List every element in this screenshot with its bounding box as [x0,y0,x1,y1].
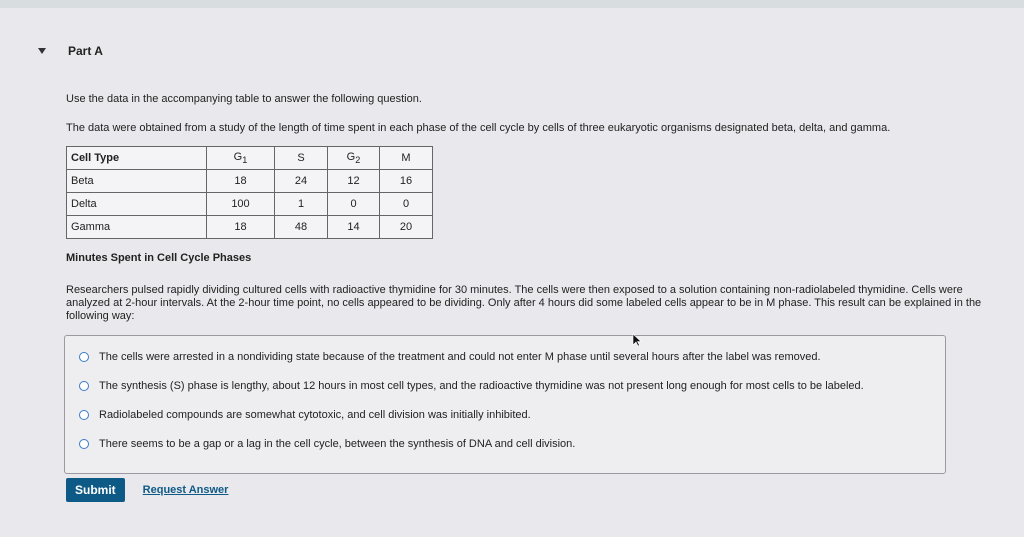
header-g1 [207,147,275,170]
scenario-text: Researchers pulsed rapidly dividing cultured cells with radioactive thymidine for 30 minutes. The cells were then exposed to a solution containing non-radiolabeled thymidine. Cells were analyzed at 2-hour intervals. At the 2-hour time point, no cells appeared to be dividing. Only after 4 hours did some labeled cells appear to be in M phase. This result can be explained in the following way: [66,284,982,322]
header-m: M [380,147,433,170]
table-cell: 16 [380,170,433,193]
table-cell: 14 [328,216,380,239]
mouse-cursor-icon [632,333,642,347]
header-g1-label: G [233,150,243,163]
choice-label: Radiolabeled compounds are somewhat cytotoxic, and cell division was initially inhibited. [99,409,531,421]
request-answer-link[interactable]: Request Answer [142,484,229,496]
table-cell: 12 [328,170,380,193]
table-cell: 0 [380,193,433,216]
table-cell: 24 [275,170,328,193]
part-header[interactable] [38,44,103,58]
table-caption: Minutes Spent in Cell Cycle Phases [66,252,252,264]
question-intro: Use the data in the accompanying table to answer the following question. [66,93,422,105]
radio-button[interactable] [79,439,89,449]
question-description: The data were obtained from a study of the length of time spent in each phase of the cell cycle by cells of three eukaryotic organisms designated beta, delta, and gamma. [66,122,891,134]
header-g2 [328,147,380,170]
header-g1-sub: 1 [242,155,248,166]
choice-3[interactable] [79,409,531,421]
submit-button[interactable]: Submit [66,478,125,502]
table-cell: 1 [275,193,328,216]
choice-4[interactable] [79,438,575,450]
part-title: Part A [68,44,103,58]
cell-cycle-table [66,146,433,239]
answer-choices [64,335,946,474]
table-row [67,170,433,193]
choice-1[interactable] [79,351,821,363]
choice-label: The cells were arrested in a nondividing state because of the treatment and could not enter M phase until several hours after the label was removed. [99,351,821,363]
action-row [66,478,228,502]
header-s: S [275,147,328,170]
radio-button[interactable] [79,381,89,391]
table-header-row [67,147,433,170]
radio-button[interactable] [79,410,89,420]
table-cell: 0 [328,193,380,216]
table-cell: 100 [207,193,275,216]
caret-down-icon[interactable] [38,48,46,54]
top-bar [0,0,1024,8]
choice-label: The synthesis (S) phase is lengthy, about 12 hours in most cell types, and the radioactive thymidine was not present long enough for most cells to be labeled. [99,380,864,392]
table-cell: 48 [275,216,328,239]
cell-type: Delta [67,193,207,216]
radio-button[interactable] [79,352,89,362]
choice-label: There seems to be a gap or a lag in the cell cycle, between the synthesis of DNA and cell division. [99,438,576,450]
choice-2[interactable] [79,380,864,392]
cell-type: Beta [67,170,207,193]
table-cell: 18 [207,216,275,239]
header-g2-sub: 2 [355,155,361,166]
header-cell-type: Cell Type [67,147,207,170]
table-cell: 18 [207,170,275,193]
header-g2-label: G [346,150,356,163]
table-row [67,193,433,216]
table-cell: 20 [380,216,433,239]
table-row [67,216,433,239]
cell-type: Gamma [67,216,207,239]
